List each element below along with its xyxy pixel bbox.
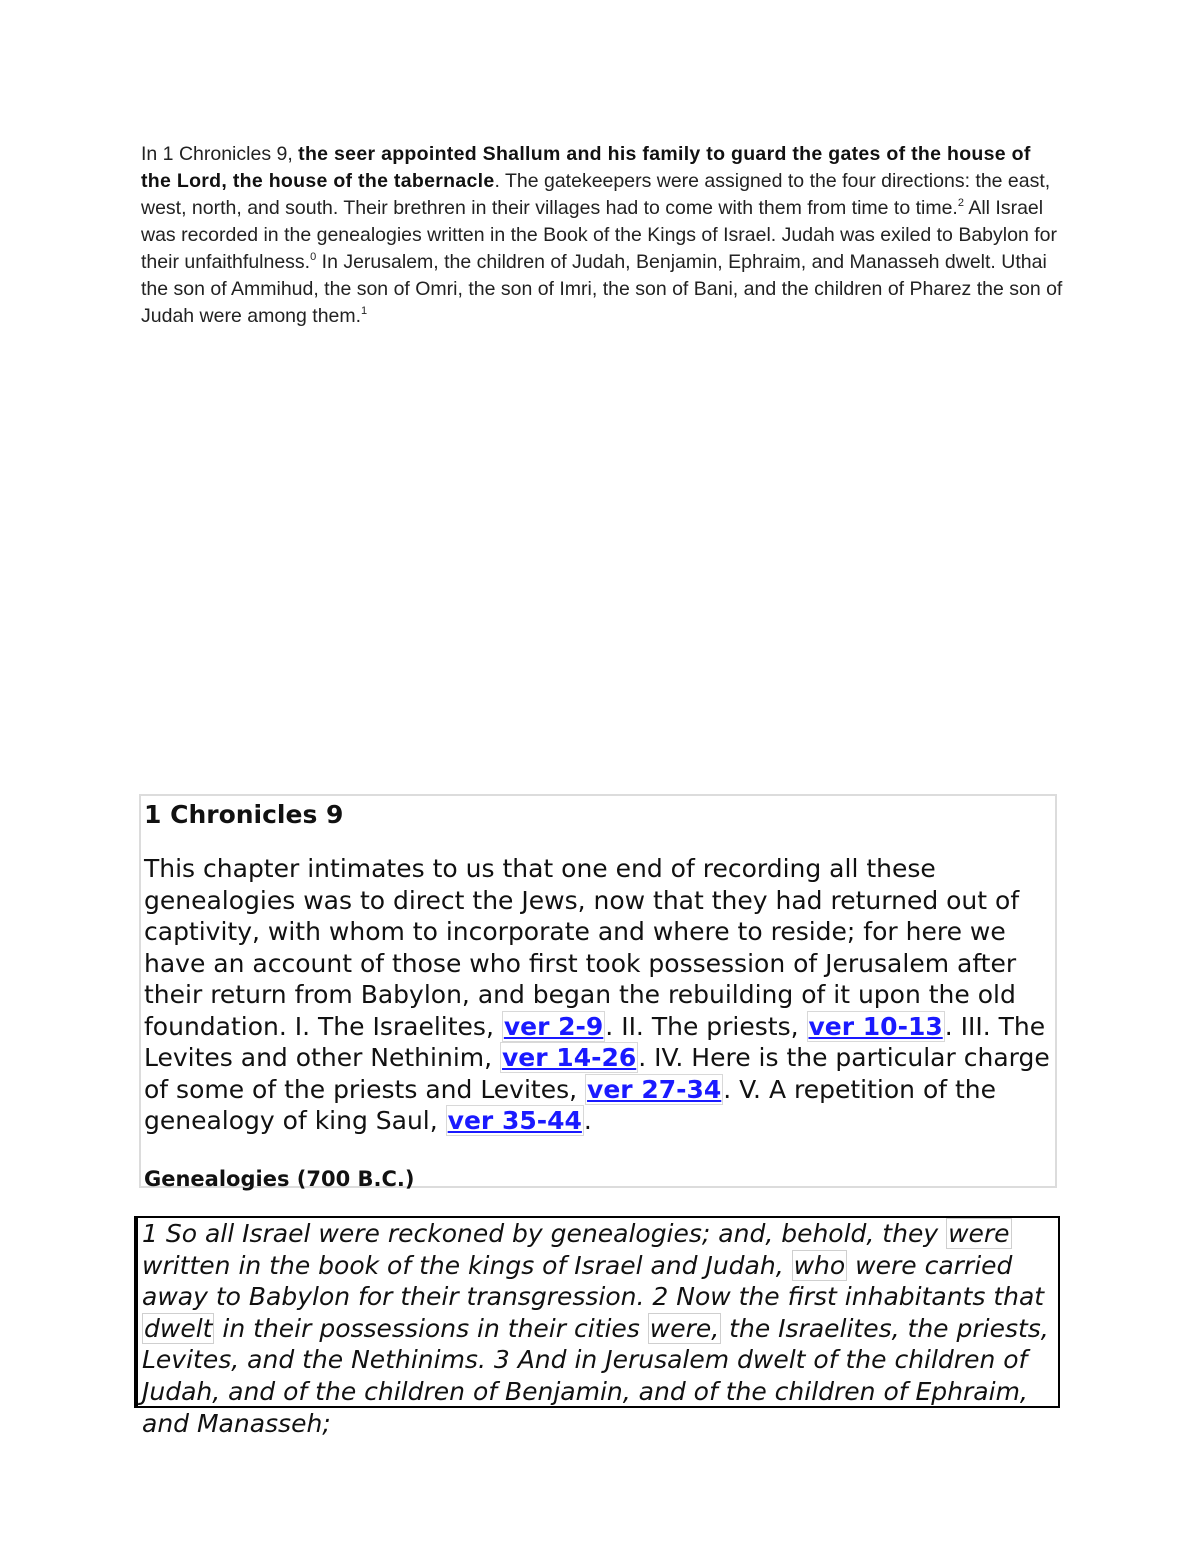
added-word: were,	[649, 1313, 720, 1343]
added-word: dwelt	[144, 1313, 213, 1343]
verse-text: were carried away to Babylon for their transgression. 2 Now the first inhabitants that	[142, 1250, 1045, 1312]
intro-text: .	[583, 1106, 592, 1135]
link-ver-2-9[interactable]: ver 2-9	[503, 1011, 604, 1041]
intro-text: . IV. Here is the particular charge of some of the priests and Levites,	[144, 1043, 1050, 1104]
verse-text: written in the book of the kings of Israel and Judah,	[142, 1250, 792, 1280]
summary-text-2: All Israel was recorded in the genealogies written in the Book of the Kings of Israel. Judah was exiled to Babylon for their unfaithfulness.	[141, 197, 1057, 273]
intro-text: . V. A repetition of the genealogy of king Saul,	[144, 1074, 997, 1135]
summary-paragraph	[141, 141, 1066, 330]
verse-text: 1 So all Israel were reckoned by genealogies; and, behold, they	[142, 1219, 947, 1248]
footnote-ref-2: 2	[957, 196, 964, 209]
verse-text: the Israelites, the priests, Levites, and the Nethinims. 3 And in Jerusalem dwelt of the children of Judah, and of the children of Benjamin, and of the children of Ephraim, and Manasseh;	[142, 1313, 1049, 1438]
summary-intro: In 1 Chronicles 9,	[141, 143, 299, 165]
chapter-intro-box	[139, 794, 1057, 1191]
intro-text: . II. The priests,	[605, 1011, 807, 1041]
chapter-intro-paragraph	[144, 853, 1051, 1137]
link-ver-27-34[interactable]: ver 27-34	[587, 1074, 722, 1104]
intro-text: . III. The Levites and other Nethinim,	[144, 1011, 1046, 1072]
added-word: were	[948, 1219, 1010, 1248]
added-word: who	[793, 1250, 846, 1280]
link-ver-35-44[interactable]: ver 35-44	[447, 1106, 582, 1135]
verse-text: in their possessions in their cities	[214, 1313, 648, 1343]
summary-text-3: In Jerusalem, the children of Judah, Benjamin, Ephraim, and Manasseh dwelt. Uthai the son of Ammihud, the son of Omri, the son of Imri, the son of Bani, and the children of Pharez the son of Judah were among them.	[141, 251, 1063, 327]
verse-text-box	[134, 1216, 1060, 1438]
section-heading: Genealogies (700 B.C.)	[144, 1166, 415, 1191]
chapter-title: 1 Chronicles 9	[144, 800, 344, 829]
summary-bold-phrase: the seer appointed Shallum and his family to guard the gates of the house of the Lord, the house of the tabernacle	[141, 143, 1031, 192]
footnote-ref-1: 1	[361, 304, 368, 317]
footnote-ref-0: 0	[310, 250, 317, 263]
link-ver-14-26[interactable]: ver 14-26	[502, 1043, 637, 1072]
link-ver-10-13[interactable]: ver 10-13	[808, 1011, 943, 1041]
summary-text-1: . The gatekeepers were assigned to the four directions: the east, west, north, and south. Their brethren in their villages had to come with them from time to time.	[141, 170, 1051, 219]
intro-text: This chapter intimates to us that one end of recording all these genealogies was to direct the Jews, now that they had returned out of captivity, with whom to incorporate and where to reside; for here we have an account of those who first took possession of Jerusalem after their return from Babylon, and began the rebuilding of it upon the old foundation. I. The Israelites,	[144, 854, 1020, 1041]
verse-paragraph	[142, 1218, 1052, 1439]
